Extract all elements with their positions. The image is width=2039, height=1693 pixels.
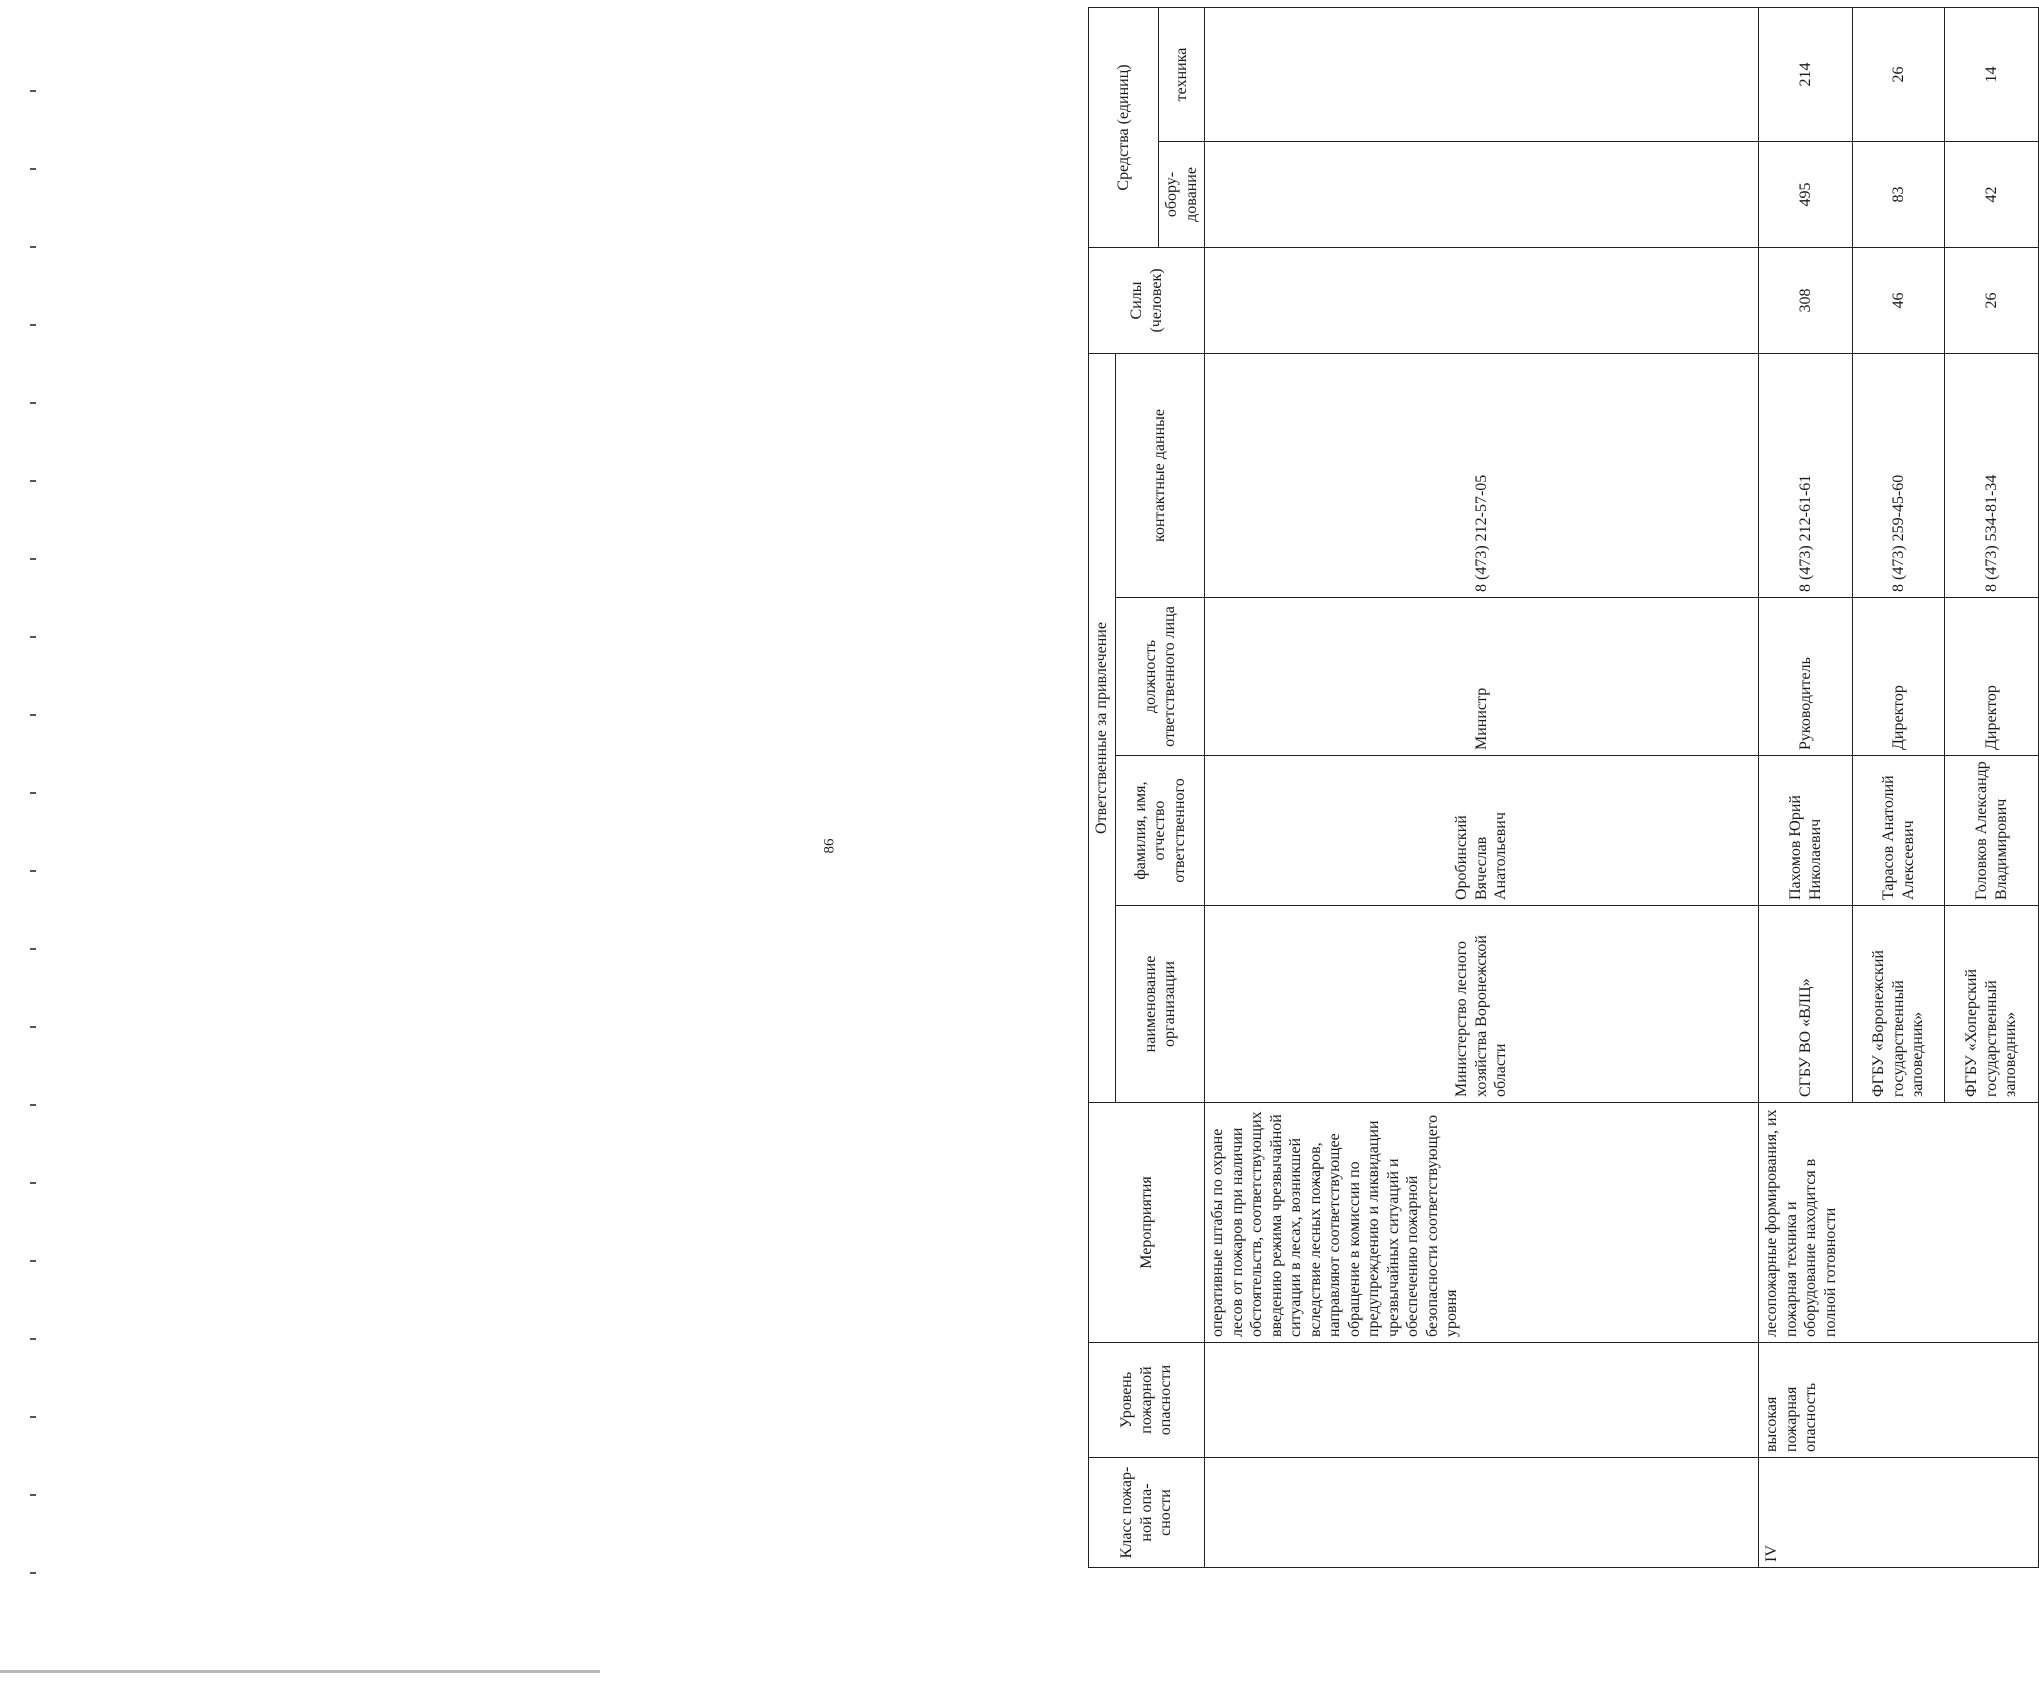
header-measures: Мероприятия [1089, 1103, 1205, 1343]
cell-contacts: 8 (473) 259-45-60 [1853, 353, 1945, 597]
cell-forces: 308 [1759, 247, 1853, 353]
cell-machinery: 26 [1853, 7, 1945, 141]
header-class: Класс пожар-ной опа-сности [1089, 1458, 1205, 1568]
cell-person: Пахомов Юрий Николаевич [1759, 756, 1853, 906]
scan-edge-marks [30, 0, 42, 1693]
cell-equipment: 83 [1853, 141, 1945, 247]
table-row [1759, 7, 1853, 1567]
header-row-1 [1089, 7, 1116, 1567]
table-row [1205, 7, 1759, 1567]
cell-equipment: 495 [1759, 141, 1853, 247]
header-means: Средства (единиц) [1089, 7, 1159, 247]
cell-class: IV [1759, 1458, 2039, 1568]
cell-person: Головков Александр Владимирович [1945, 756, 2039, 906]
header-level: Уровень пожарной опасности [1089, 1343, 1205, 1458]
cell-person: Оробинский Вячеслав Анатольевич [1205, 756, 1759, 906]
cell-contacts: 8 (473) 212-57-05 [1205, 353, 1759, 597]
header-equipment: обору-дование [1159, 141, 1205, 247]
scan-edge-line [0, 1670, 600, 1673]
cell-org: СГБУ ВО «ВЛЦ» [1759, 906, 1853, 1103]
cell-level [1205, 1343, 1759, 1458]
page-number: 86 [821, 838, 838, 854]
cell-forces [1205, 247, 1759, 353]
header-person: фамилия, имя, отчество ответственного [1116, 756, 1205, 906]
cell-level: высокая пожарная опасность [1759, 1343, 2039, 1458]
cell-position: Директор [1945, 598, 2039, 756]
cell-contacts: 8 (473) 534-81-34 [1945, 353, 2039, 597]
header-forces: Силы (человек) [1089, 247, 1205, 353]
cell-equipment: 42 [1945, 141, 2039, 247]
cell-person: Тарасов Анатолий Алексеевич [1853, 756, 1945, 906]
header-responsible: Ответственные за привлечение [1089, 353, 1116, 1102]
cell-contacts: 8 (473) 212-61-61 [1759, 353, 1853, 597]
cell-machinery: 14 [1945, 7, 2039, 141]
header-contacts: контактные данные [1116, 353, 1205, 597]
rotated-page [1088, 8, 2038, 1568]
cell-class [1205, 1458, 1759, 1568]
cell-equipment [1205, 141, 1759, 247]
cell-machinery [1205, 7, 1759, 141]
cell-position: Руководитель [1759, 598, 1853, 756]
cell-measures: оперативные штабы по охране лесов от пожаров при наличии обстоятельств, соответствующих введению режима чрезвычайной ситуации в лесах, возникшей вследствие лесных пожаров, направляют соответствующее обращение в комиссии по предупреждению и ликвидации чрезвычайных ситуаций и обеспечению пожарной безопасности соответствующего уровня [1205, 1103, 1759, 1343]
cell-position: Директор [1853, 598, 1945, 756]
cell-org: ФГБУ «Воронежский государственный заповедник» [1853, 906, 1945, 1103]
header-org: наименование организации [1116, 906, 1205, 1103]
cell-position: Министр [1205, 598, 1759, 756]
cell-org: Министерство лесного хозяйства Воронежской области [1205, 906, 1759, 1103]
cell-forces: 26 [1945, 247, 2039, 353]
fire-response-table [1088, 7, 2039, 1568]
header-machinery: техника [1159, 7, 1205, 141]
cell-org: ФГБУ «Хоперский государственный заповедник» [1945, 906, 2039, 1103]
cell-forces: 46 [1853, 247, 1945, 353]
header-position: должность ответственного лица [1116, 598, 1205, 756]
cell-machinery: 214 [1759, 7, 1853, 141]
cell-measures: лесопожарные формирования, их пожарная техника и оборудование находится в полной готовности [1759, 1103, 2039, 1343]
